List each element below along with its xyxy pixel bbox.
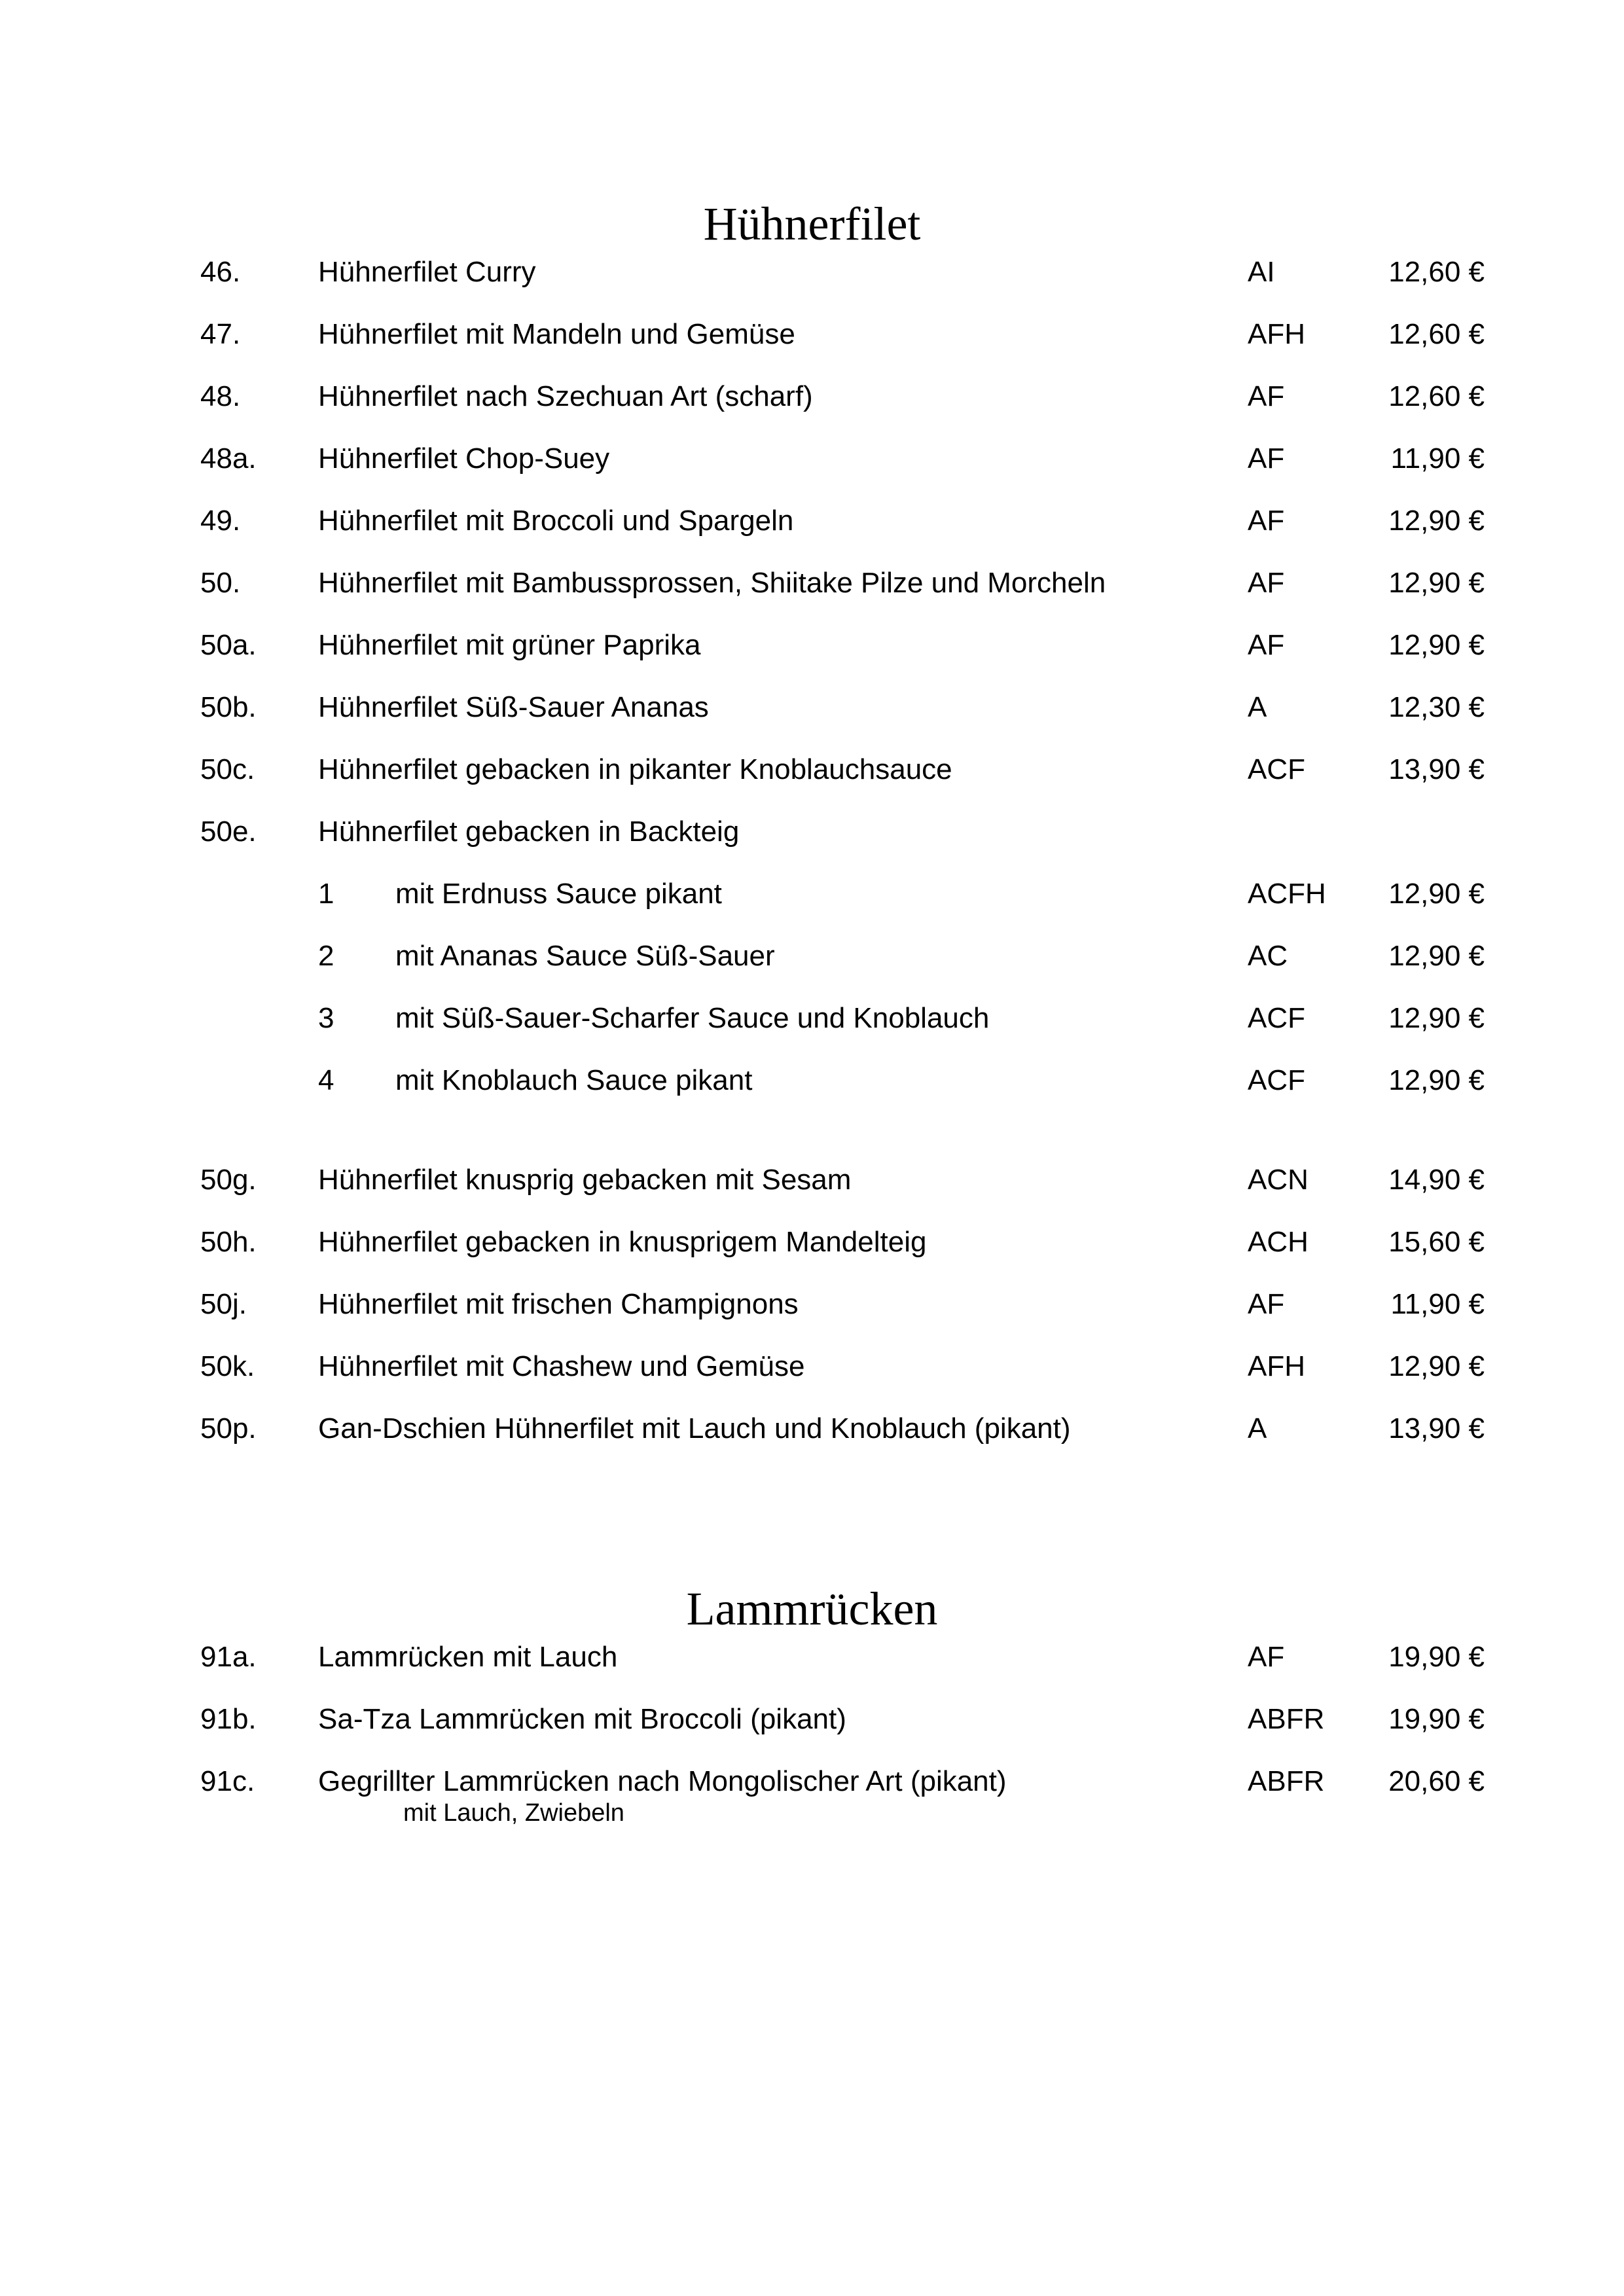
variant-name: mit Süß-Sauer-Scharfer Sauce und Knoblauch (395, 1002, 990, 1034)
item-number: 48. (200, 380, 241, 412)
item-name: Hühnerfilet gebacken in knusprigem Mandelteig (318, 1226, 927, 1258)
variant-number: 3 (318, 1002, 334, 1034)
item-allergen-code: ABFR (1248, 1703, 1325, 1735)
menu-item-50k (0, 1347, 1624, 1386)
item-allergen-code: ACN (1248, 1164, 1308, 1196)
item-name: Hühnerfilet mit grüner Paprika (318, 629, 701, 661)
item-number: 48a. (200, 442, 257, 475)
item-price: 14,90 € (1388, 1164, 1485, 1196)
item-number: 50. (200, 567, 241, 599)
menu-item-46 (0, 253, 1624, 292)
item-number: 50k. (200, 1350, 255, 1382)
item-allergen-code: AC (1248, 940, 1288, 972)
menu-variant-50e-4 (0, 1061, 1624, 1100)
item-price: 12,60 € (1388, 256, 1485, 288)
item-allergen-code: AFH (1248, 1350, 1305, 1382)
item-name: Hühnerfilet Curry (318, 256, 536, 288)
item-price: 12,90 € (1388, 505, 1485, 537)
item-price: 12,90 € (1388, 1064, 1485, 1096)
item-name: Hühnerfilet mit frischen Champignons (318, 1288, 799, 1320)
item-name: Hühnerfilet mit Broccoli und Spargeln (318, 505, 794, 537)
item-allergen-code: AF (1248, 380, 1285, 412)
menu-item-50e (0, 812, 1624, 852)
item-price: 12,90 € (1388, 940, 1485, 972)
item-allergen-code: AF (1248, 1288, 1285, 1320)
menu-item-49 (0, 501, 1624, 541)
item-allergen-code: AF (1248, 629, 1285, 661)
item-name: Gegrillter Lammrücken nach Mongolischer Art (pikant) (318, 1765, 1007, 1797)
menu-item-50c (0, 750, 1624, 789)
item-price: 11,90 € (1390, 1288, 1485, 1320)
item-price: 12,30 € (1388, 691, 1485, 723)
item-allergen-code: AI (1248, 256, 1275, 288)
item-price: 19,90 € (1388, 1703, 1485, 1735)
item-name: Hühnerfilet mit Bambussprossen, Shiitake Pilze und Morcheln (318, 567, 1106, 599)
item-number: 50a. (200, 629, 257, 661)
section-title-lammruecken: Lammrücken (686, 1583, 938, 1635)
item-name: Hühnerfilet gebacken in pikanter Knoblauchsauce (318, 753, 952, 785)
menu-item-48a (0, 439, 1624, 478)
item-allergen-code: AF (1248, 567, 1285, 599)
item-number: 91c. (200, 1765, 255, 1797)
item-allergen-code: ACH (1248, 1226, 1308, 1258)
menu-item-50g (0, 1160, 1624, 1200)
item-number: 50e. (200, 816, 257, 848)
variant-number: 1 (318, 878, 334, 910)
menu-item-91a (0, 1638, 1624, 1677)
item-price: 19,90 € (1388, 1641, 1485, 1673)
item-allergen-code: A (1248, 691, 1267, 723)
item-price: 12,90 € (1388, 629, 1485, 661)
item-number: 91b. (200, 1703, 257, 1735)
item-price: 13,90 € (1388, 753, 1485, 785)
variant-number: 4 (318, 1064, 334, 1096)
item-name: Hühnerfilet Chop-Suey (318, 442, 610, 475)
item-number: 50c. (200, 753, 255, 785)
item-name: Hühnerfilet Süß-Sauer Ananas (318, 691, 709, 723)
variant-name: mit Ananas Sauce Süß-Sauer (395, 940, 775, 972)
menu-item-48 (0, 377, 1624, 416)
item-allergen-code: ACF (1248, 1002, 1305, 1034)
item-allergen-code: ACF (1248, 1064, 1305, 1096)
item-allergen-code: ABFR (1248, 1765, 1325, 1797)
menu-variant-50e-2 (0, 937, 1624, 976)
menu-item-50a (0, 626, 1624, 665)
menu-item-50p (0, 1409, 1624, 1448)
menu-variant-50e-3 (0, 999, 1624, 1038)
variant-name: mit Erdnuss Sauce pikant (395, 878, 722, 910)
item-price: 13,90 € (1388, 1412, 1485, 1444)
item-price: 12,90 € (1388, 878, 1485, 910)
menu-item-47 (0, 315, 1624, 354)
item-number: 49. (200, 505, 241, 537)
item-price: 15,60 € (1388, 1226, 1485, 1258)
item-allergen-code: AF (1248, 442, 1285, 475)
item-number: 50p. (200, 1412, 257, 1444)
item-price: 12,90 € (1388, 1002, 1485, 1034)
item-name: Hühnerfilet mit Mandeln und Gemüse (318, 318, 795, 350)
item-price: 12,90 € (1388, 567, 1485, 599)
item-price: 12,60 € (1388, 318, 1485, 350)
section-title-huehnerfilet: Hühnerfilet (703, 198, 921, 250)
item-number: 50h. (200, 1226, 257, 1258)
item-name: Hühnerfilet nach Szechuan Art (scharf) (318, 380, 813, 412)
item-number: 50j. (200, 1288, 247, 1320)
item-note: mit Lauch, Zwiebeln (403, 1799, 624, 1827)
menu-item-50 (0, 564, 1624, 603)
item-name: Hühnerfilet mit Chashew und Gemüse (318, 1350, 805, 1382)
item-price: 12,90 € (1388, 1350, 1485, 1382)
item-price: 11,90 € (1390, 442, 1485, 475)
variant-name: mit Knoblauch Sauce pikant (395, 1064, 753, 1096)
item-number: 50b. (200, 691, 257, 723)
item-number: 46. (200, 256, 241, 288)
item-allergen-code: AFH (1248, 318, 1305, 350)
item-name: Hühnerfilet knusprig gebacken mit Sesam (318, 1164, 852, 1196)
variant-number: 2 (318, 940, 334, 972)
item-number: 91a. (200, 1641, 257, 1673)
menu-variant-50e-1 (0, 874, 1624, 914)
item-allergen-code: AF (1248, 1641, 1285, 1673)
menu-item-91b (0, 1700, 1624, 1739)
menu-item-50j (0, 1285, 1624, 1324)
item-number: 47. (200, 318, 241, 350)
item-allergen-code: ACFH (1248, 878, 1326, 910)
item-name: Sa-Tza Lammrücken mit Broccoli (pikant) (318, 1703, 846, 1735)
menu-item-91c (0, 1762, 1624, 1801)
menu-item-50b (0, 688, 1624, 727)
item-price: 20,60 € (1388, 1765, 1485, 1797)
item-name: Hühnerfilet gebacken in Backteig (318, 816, 740, 848)
item-allergen-code: AF (1248, 505, 1285, 537)
item-price: 12,60 € (1388, 380, 1485, 412)
item-allergen-code: A (1248, 1412, 1267, 1444)
item-allergen-code: ACF (1248, 753, 1305, 785)
menu-item-50h (0, 1223, 1624, 1262)
item-name: Gan-Dschien Hühnerfilet mit Lauch und Knoblauch (pikant) (318, 1412, 1071, 1444)
item-name: Lammrücken mit Lauch (318, 1641, 618, 1673)
item-number: 50g. (200, 1164, 257, 1196)
